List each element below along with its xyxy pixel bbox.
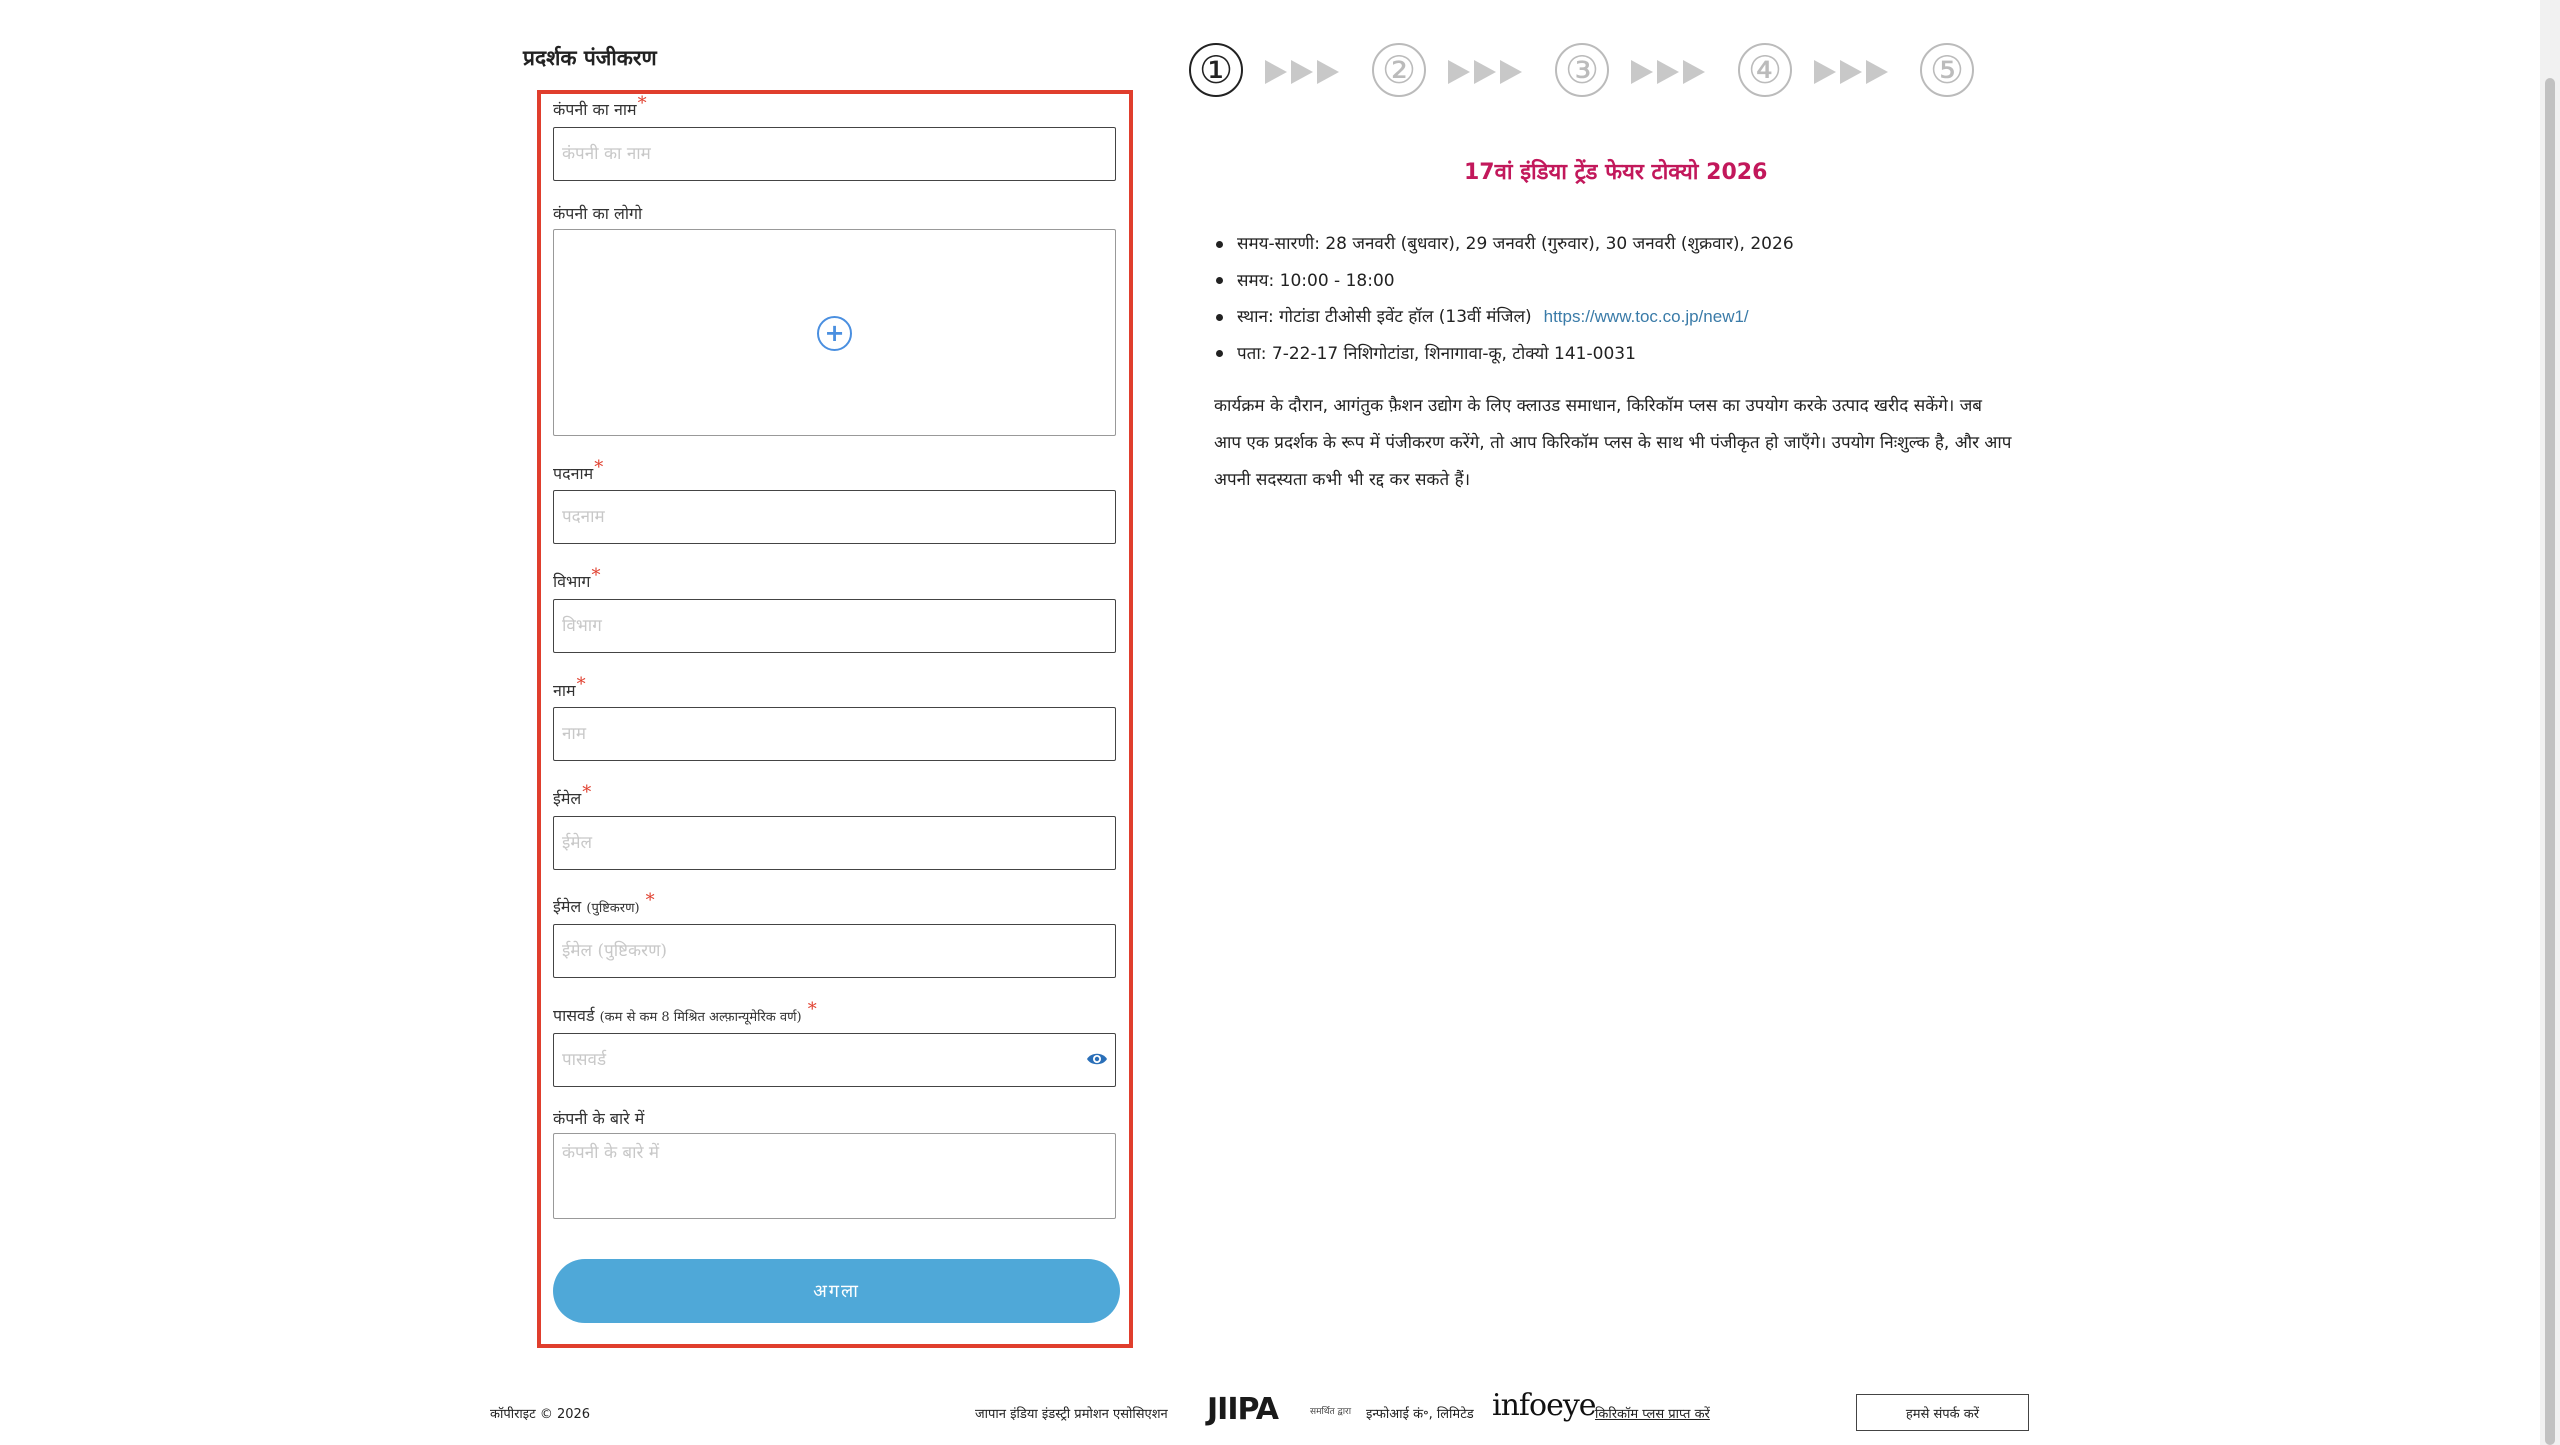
email-confirm-label-text: ईमेल <box>553 897 582 916</box>
department-input[interactable] <box>553 599 1116 653</box>
supported-by-text: समर्थित द्वारा <box>1310 1407 1352 1417</box>
about-company-textarea[interactable] <box>553 1133 1116 1219</box>
email-label <box>553 782 592 809</box>
bullet-icon <box>1216 241 1223 248</box>
step-3: ③ <box>1555 43 1609 97</box>
email-input[interactable] <box>553 816 1116 870</box>
scrollbar-thumb[interactable] <box>2545 78 2555 1445</box>
kirikom-plus-link[interactable]: किरिकॉम प्लस प्राप्त करें <box>1595 1407 1710 1422</box>
designation-label-text: पदनाम <box>553 464 594 483</box>
designation-input[interactable] <box>553 490 1116 544</box>
required-mark: * <box>576 674 586 695</box>
step-arrows-4 <box>1814 56 1892 88</box>
company-logo-label: कंपनी का लोगो <box>553 204 643 223</box>
password-label <box>553 999 817 1026</box>
company-name-label <box>553 93 647 120</box>
name-label <box>553 674 586 701</box>
required-mark: * <box>807 999 817 1020</box>
name-input[interactable] <box>553 707 1116 761</box>
step-4: ④ <box>1738 43 1792 97</box>
event-description: कार्यक्रम के दौरान, आगंतुक फ़ैशन उद्योग के लिए क्लाउड समाधान, किरिकॉम प्लस का उपयोग करके उत्पाद खरीद सकेंगे। जब आप एक प्रदर्शक के रूप में पंजीकरण करेंगे, तो आप किरिकॉम प्लस के साथ भी पंजीकृत हो जाएँगे। उपयोग निःशुल्क है, और आप अपनी सदस्यता कभी भी रद्द कर सकते हैं। <box>1214 396 2012 490</box>
password-label-sub: (कम से कम 8 मिश्रित अल्फ़ान्यूमेरिक वर्ण) <box>599 1010 802 1025</box>
company-name-input[interactable] <box>553 127 1116 181</box>
list-item <box>1216 226 1794 263</box>
venue-text: स्थान: गोटांडा टीओसी इवेंट हॉल (13वीं मंजिल) <box>1237 307 1532 328</box>
address-text: पता: 7-22-17 निशिगोटांडा, शिनागावा-कू, टोक्यो 141-0031 <box>1237 343 1636 364</box>
email-label-text: ईमेल <box>553 789 582 808</box>
page-scrollbar[interactable] <box>2540 0 2560 1445</box>
plus-icon[interactable]: + <box>817 316 852 351</box>
required-mark: * <box>591 565 601 586</box>
page-title: प्रदर्शक पंजीकरण <box>523 46 657 70</box>
step-2: ② <box>1372 43 1426 97</box>
email-confirm-input[interactable] <box>553 924 1116 978</box>
association-text: जापान इंडिया इंडस्ट्री प्रमोशन एसोसिएशन <box>975 1407 1168 1422</box>
next-button[interactable]: अगला <box>553 1259 1120 1323</box>
event-details-list <box>1216 226 1794 372</box>
eye-icon[interactable] <box>1086 1051 1108 1067</box>
copyright-text: कॉपीराइट © 2026 <box>490 1407 591 1422</box>
required-mark: * <box>594 457 604 478</box>
department-label <box>553 565 601 592</box>
venue-link[interactable]: https://www.toc.co.jp/new1/ <box>1543 307 1749 327</box>
required-mark: * <box>582 782 592 803</box>
step-arrows-1 <box>1265 56 1343 88</box>
required-mark: * <box>637 93 647 114</box>
contact-us-button[interactable]: हमसे संपर्क करें <box>1856 1394 2029 1431</box>
about-company-label: कंपनी के बारे में <box>553 1109 645 1128</box>
password-input[interactable] <box>553 1033 1116 1087</box>
name-label-text: नाम <box>553 681 576 700</box>
step-arrows-3 <box>1631 56 1709 88</box>
bullet-icon <box>1216 314 1223 321</box>
email-confirm-label <box>553 890 655 917</box>
step-arrows-2 <box>1448 56 1526 88</box>
bullet-icon <box>1216 350 1223 357</box>
jiipa-logo: JIIPA <box>1207 1392 1278 1427</box>
bullet-icon <box>1216 277 1223 284</box>
list-item <box>1216 299 1794 336</box>
company-name-label-text: कंपनी का नाम <box>553 100 637 119</box>
step-1: ① <box>1189 43 1243 97</box>
list-item <box>1216 263 1794 300</box>
time-text: समय: 10:00 - 18:00 <box>1237 270 1395 291</box>
step-5: ⑤ <box>1920 43 1974 97</box>
company-logo-upload[interactable] <box>553 229 1116 436</box>
event-title: 17वां इंडिया ट्रेंड फेयर टोक्यो 2026 <box>1464 160 1768 185</box>
email-confirm-label-sub: (पुष्टिकरण) <box>586 901 640 916</box>
schedule-text: समय-सारणी: 28 जनवरी (बुधवार), 29 जनवरी (गुरुवार), 30 जनवरी (शुक्रवार), 2026 <box>1237 234 1794 255</box>
password-label-text: पासवर्ड <box>553 1006 595 1025</box>
designation-label <box>553 457 604 484</box>
footer <box>0 1380 2540 1440</box>
company-text: इन्फोआई कं॰, लिमिटेड <box>1366 1407 1474 1422</box>
infoeye-logo: infoeye <box>1492 1388 1596 1423</box>
required-mark: * <box>645 890 655 911</box>
list-item <box>1216 336 1794 373</box>
department-label-text: विभाग <box>553 572 591 591</box>
